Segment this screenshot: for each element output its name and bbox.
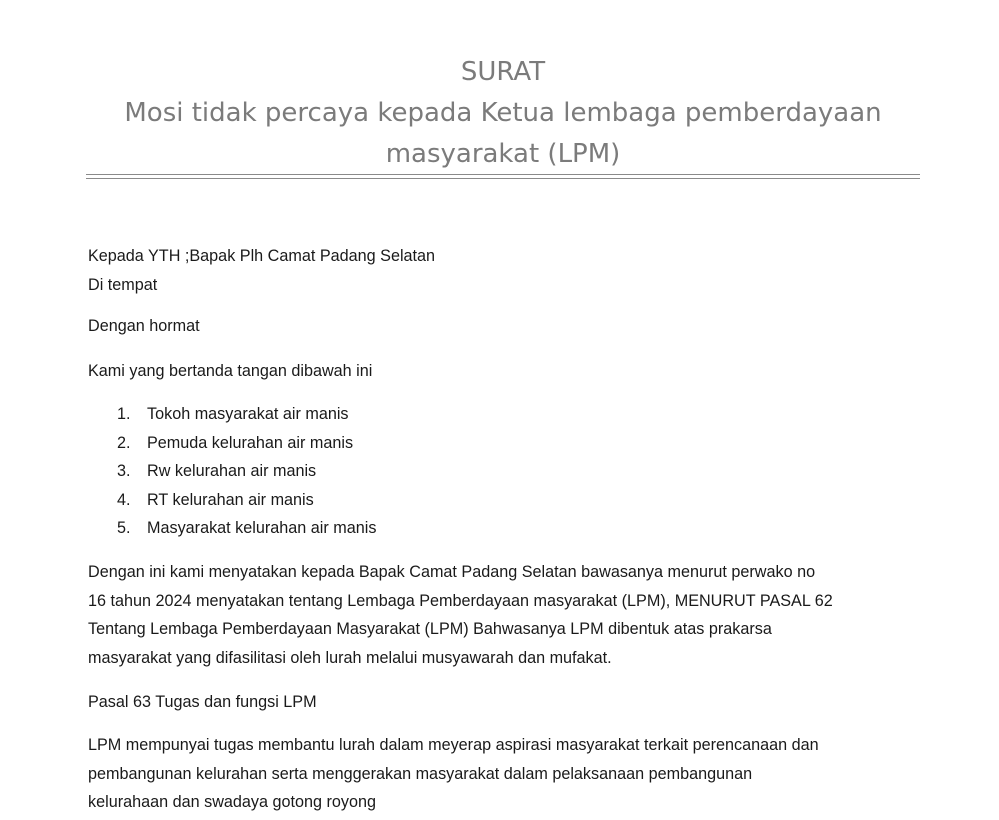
list-text: Rw kelurahan air manis [147, 462, 317, 480]
title-line-2: Mosi tidak percaya kepada Ketua lembaga pemberdayaan [124, 98, 882, 128]
paragraph-line: 16 tahun 2024 menyatakan tentang Lembaga Pemberdayaan masyarakat (LPM), MENURUT PASAL 62 [88, 591, 833, 610]
list-text: Masyarakat kelurahan air manis [147, 519, 377, 537]
address-block [88, 242, 928, 299]
list-item [88, 486, 376, 515]
paragraph-tugas [88, 731, 928, 817]
list-text: Pemuda kelurahan air manis [147, 433, 354, 452]
greeting: Dengan hormat [88, 317, 200, 335]
title-line-3: masyarakat (LPM) [385, 139, 621, 169]
list-number: 1. [117, 405, 131, 423]
list-item [88, 429, 376, 458]
paragraph-line: LPM mempunyai tugas membantu lurah dalam meyerap aspirasi masyarakat terkait perencanaan dan [88, 736, 819, 754]
address-line-2: Di tempat [88, 275, 158, 294]
paragraph-line: Tentang Lembaga Pemberdayaan Masyarakat (LPM) Bahwasanya LPM dibentuk atas prakarsa [88, 620, 772, 638]
signatory-list [88, 400, 376, 543]
list-text: Tokoh masyarakat air manis [147, 405, 349, 423]
paragraph-line: pembangunan kelurahan serta menggerakan masyarakat dalam pelaksanaan pembangunan [88, 764, 753, 783]
address-line-1: Kepada YTH ;Bapak Plh Camat Padang Selatan [88, 247, 436, 265]
document-title [86, 52, 920, 175]
list-item [88, 400, 376, 429]
list-number: 4. [117, 490, 131, 509]
list-number: 5. [117, 519, 131, 537]
list-text: RT kelurahan air manis [147, 490, 314, 509]
pasal-63-heading: Pasal 63 Tugas dan fungsi LPM [88, 693, 317, 711]
paragraph-line: kelurahaan dan swadaya gotong royong [88, 793, 376, 811]
list-item [88, 457, 376, 486]
intro-text: Kami yang bertanda tangan dibawah ini [88, 362, 373, 380]
paragraph-perwako [88, 558, 928, 672]
title-line-1: SURAT [460, 57, 546, 87]
title-divider [86, 174, 920, 179]
list-number: 3. [117, 462, 131, 480]
paragraph-line: Dengan ini kami menyatakan kepada Bapak Camat Padang Selatan bawasanya menurut perwako no [88, 563, 816, 581]
list-item [88, 514, 376, 543]
list-number: 2. [117, 433, 131, 452]
paragraph-line: masyarakat yang difasilitasi oleh lurah melalui musyawarah dan mufakat. [88, 648, 612, 667]
